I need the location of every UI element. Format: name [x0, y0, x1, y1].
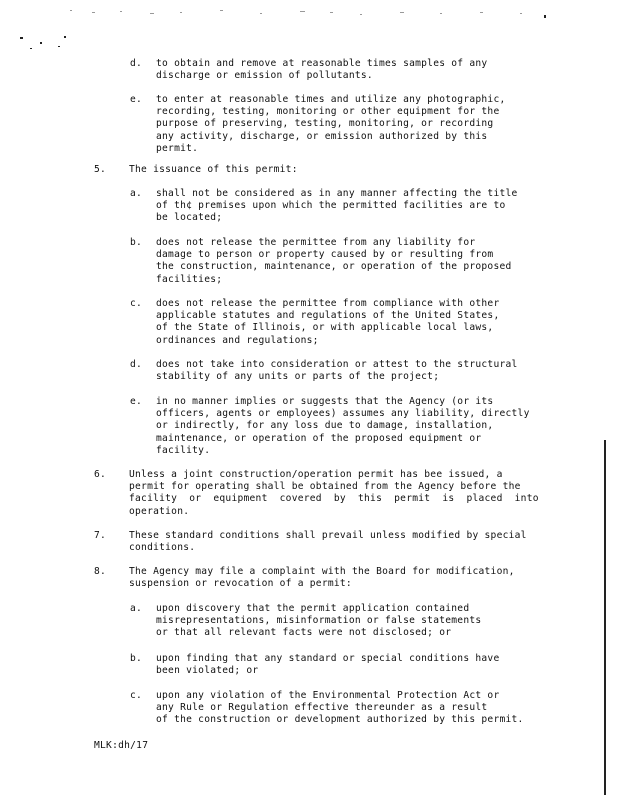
- subitem-text: to obtain and remove at reasonable times samples of any discharge or emission of pollutants.: [156, 58, 488, 82]
- subitem-text: upon discovery that the permit application contained misrepresentations, misinformation or false statements or that all relevant facts were not disclosed; or: [156, 603, 482, 639]
- subitem-letter: c.: [130, 298, 143, 309]
- subitem-letter: b.: [130, 653, 143, 664]
- condition-text: The Agency may file a complaint with the Board for modification, suspension or revocation of a permit:: [129, 566, 515, 590]
- subitem-letter: c.: [130, 690, 143, 701]
- subitem-letter: a.: [130, 603, 143, 614]
- subitem-text: shall not be considered as in any manner affecting the title of th¢ premises upon which the permitted facilities are to be located;: [156, 188, 518, 224]
- condition-6: [94, 469, 539, 518]
- condition-number: 5.: [94, 164, 107, 175]
- condition-number: 6.: [94, 469, 107, 480]
- subitem-letter: b.: [130, 237, 143, 248]
- condition-number: 7.: [94, 530, 107, 541]
- scan-noise: [0, 0, 618, 60]
- subitem-text: does not release the permittee from compliance with other applicable statutes and regulations of the United States, of the State of Illinois, or with applicable local laws, ordinances and regulations;: [156, 298, 500, 346]
- subitem-letter: e.: [130, 94, 143, 105]
- subitem-text: does not release the permittee from any liability for damage to person or property caused by or resulting from the construction, maintenance, or operation of the proposed facilities;: [156, 237, 512, 285]
- scan-edge-mark: [604, 440, 606, 795]
- condition-text: The issuance of this permit:: [129, 164, 298, 175]
- condition-text: Unless a joint construction/operation permit has bee issued, a permit for operating shall be obtained from the Agency before the facility or equipment covered by this permit is placed into operation.: [129, 469, 539, 517]
- subitem-text: upon finding that any standard or special conditions have been violated; or: [156, 653, 500, 677]
- list-item: [130, 298, 500, 347]
- subitem-letter: d.: [130, 58, 143, 69]
- list-item: [130, 237, 512, 286]
- condition-text: These standard conditions shall prevail unless modified by special conditions.: [129, 530, 527, 554]
- subitem-letter: a.: [130, 188, 143, 199]
- document-reference: MLK:dh/17: [94, 740, 149, 751]
- condition-5: [94, 164, 298, 213]
- list-item: [130, 396, 530, 456]
- subitem-text: to enter at reasonable times and utilize any photographic, recording, testing, monitoring or other equipment for the purpose of preserving, testing, monitoring, or recording any activity, discharge, or emission authorized by this permit.: [156, 94, 506, 154]
- condition-8: [94, 566, 515, 615]
- subitem-text: in no manner implies or suggests that the Agency (or its officers, agents or employees) assumes any liability, directly or indirectly, for any loss due to damage, installation, maintenance, or operation of the proposed equipment or facility.: [156, 396, 530, 456]
- list-item: [130, 94, 506, 154]
- condition-number: 8.: [94, 566, 107, 577]
- list-item: [130, 188, 518, 237]
- subitem-text: upon any violation of the Environmental Protection Act or any Rule or Regulation effective thereunder as a result of the construction or development authorized by this permit.: [156, 690, 524, 726]
- subitem-text: does not take into consideration or attest to the structural stability of any units or parts of the project;: [156, 359, 518, 383]
- list-item: [130, 603, 482, 652]
- subitem-letter: d.: [130, 359, 143, 370]
- list-item: [130, 690, 524, 739]
- subitem-letter: e.: [130, 396, 143, 407]
